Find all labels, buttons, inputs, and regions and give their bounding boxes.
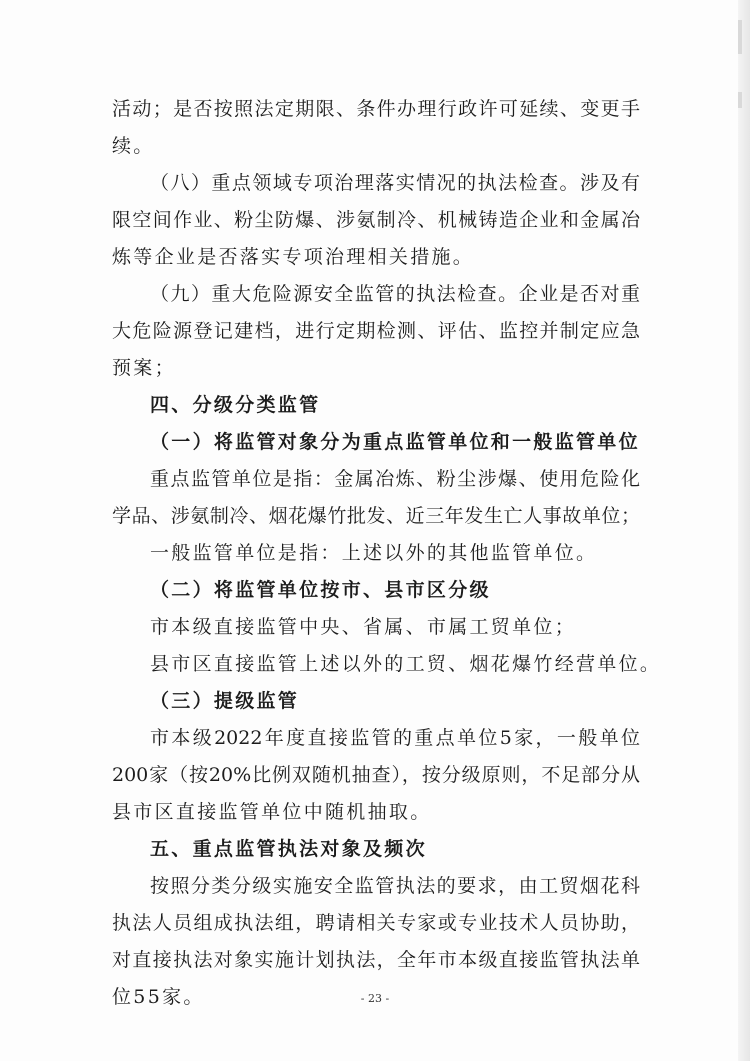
paragraph-line: 执法人员组成执法组，聘请相关专家或专业技术人员协助， [112, 912, 640, 934]
paragraph-line: 200家（按20%比例双随机抽查），按分级原则，不足部分从 [112, 764, 640, 786]
paragraph-line: （八）重点领域专项治理落实情况的执法检查。涉及有 [150, 172, 640, 194]
subsection-heading: （二）将监管单位按市、县市区分级 [150, 579, 491, 601]
paragraph-line: 县市区直接监管上述以外的工贸、烟花爆竹经营单位。 [150, 653, 662, 675]
paragraph-line: 按照分类分级实施安全监管执法的要求，由工贸烟花科 [150, 875, 640, 897]
scan-edge [738, 0, 750, 1061]
subsection-heading: （一）将监管对象分为重点监管单位和一般监管单位 [150, 431, 640, 453]
paragraph-line: 市本级直接监管中央、省属、市属工贸单位； [150, 616, 577, 638]
paragraph-line: 限空间作业、粉尘防爆、涉氨制冷、机械铸造企业和金属冶 [112, 209, 640, 231]
section-heading: 五、重点监管执法对象及频次 [150, 838, 427, 860]
scan-mark [738, 20, 742, 54]
paragraph-line: 学品、涉氨制冷、烟花爆竹批发、近三年发生亡人事故单位； [112, 505, 640, 527]
paragraph-line: 一般监管单位是指：上述以外的其他监管单位。 [150, 542, 598, 564]
paragraph-line: （九）重大危险源安全监管的执法检查。企业是否对重 [150, 283, 640, 305]
paragraph-line: 位55家。 [112, 986, 205, 1008]
paragraph-line: 县市区直接监管单位中随机抽取。 [112, 801, 432, 823]
page-number: - 23 - [360, 992, 390, 1005]
subsection-heading: （三）提级监管 [150, 690, 300, 712]
paragraph-line: 活动；是否按照法定期限、条件办理行政许可延续、变更手 [112, 98, 640, 120]
paragraph-line: 预案； [112, 357, 176, 379]
paragraph-line: 市本级2022年度直接监管的重点单位5家，一般单位 [150, 727, 640, 749]
paragraph-line: 炼等企业是否落实专项治理相关措施。 [112, 246, 475, 268]
paragraph-line: 大危险源登记建档，进行定期检测、评估、监控并制定应急 [112, 320, 640, 342]
section-heading: 四、分级分类监管 [150, 394, 321, 416]
scan-mark [738, 92, 742, 108]
paragraph-line: 重点监管单位是指：金属冶炼、粉尘涉爆、使用危险化 [150, 468, 640, 490]
paragraph-line: 续。 [112, 135, 155, 157]
paragraph-line: 对直接执法对象实施计划执法，全年市本级直接监管执法单 [112, 949, 640, 971]
